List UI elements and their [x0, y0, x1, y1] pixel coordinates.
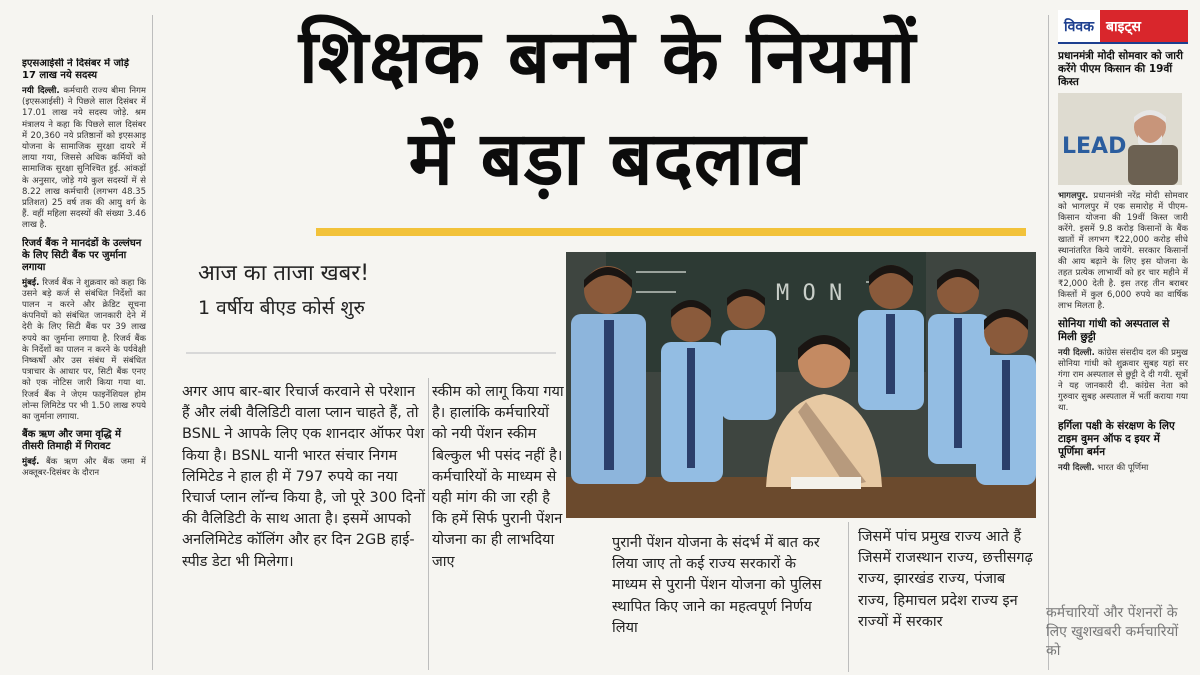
subheadline-line-2: 1 वर्षीय बीएड कोर्स शुरु [198, 297, 365, 319]
subhead-divider [186, 352, 556, 354]
dateline: भागलपुर. [1058, 191, 1089, 201]
right-news-column [1058, 10, 1188, 670]
article-column-3: पुरानी पेंशन योजना के संदर्भ में बात कर लिया जाए तो कई राज्य सरकारों के माध्यम से पुरानी पेंशन योजना को पुलिस स्थापित किए जाने का महत्वपूर्ण निर्णय लिया [612, 535, 822, 636]
left-news-column [22, 58, 146, 668]
pm-photo [1058, 93, 1182, 185]
blackboard-text: M O N [776, 281, 843, 306]
faded-overlay-text: कर्मचारियों और पेंशनरों के लिए खुशखबरी कर्मचारियों को [1046, 605, 1179, 659]
dateline: मुंबई. [22, 277, 40, 288]
story-text [22, 278, 146, 424]
column-divider [428, 378, 429, 670]
subheadline-line-1: आज का ताजा खबर! [198, 261, 370, 286]
story-headline: सोनिया गांधी को अस्पताल से मिली छुट्टी [1058, 318, 1170, 343]
column-divider [848, 522, 849, 672]
story-body: भारत की पूर्णिमा [1097, 463, 1149, 473]
story-text [1058, 348, 1188, 414]
dateline: मुंबई. [22, 457, 40, 468]
brand-part-2: बाइट्स [1100, 10, 1188, 42]
classroom-illustration [566, 252, 1036, 518]
story-body: कांग्रेस संसदीय दल की प्रमुख सोनिया गांधी को शुक्रवार सुबह यहां सर गंगा राम अस्पताल से छुट्टी दे दी गयी. सूत्रों ने यह जानकारी दी. कांग्रेस नेता को गुरुवार सुबह अस्पताल में भर्ती कराया गया था. [1058, 348, 1188, 413]
story-body: रिजर्व बैंक ने शुक्रवार को कहा कि उसने बड़े कर्ज से संबंधित निर्देशों का पालन न करने और क्रेडिट सूचना कंपनियों को संबंधित जानकारी देने में देरी के लिए सिटी बैंक पर 39 लाख रुपये का जुर्माना लगाया है. रिजर्व बैंक के निर्देशों का पालन न करने के पर्यवेक्षी निष्कर्षों और उस संबंध में संबंधित पत्राचार के आधार पर, सिटी बैंक एनए को एक नोटिस जारी किया गया था. रिजर्व बैंक ने जेएम फाइनेंशियल होम लोन्स लिमिटेड पर भी 1.50 लाख रुपये का जुर्माना लगाया. [22, 277, 146, 423]
article-column-2: स्कीम को लागू किया गया है। हालांकि कर्मचारियों को नयी पेंशन स्कीम बिल्कुल भी पसंद नहीं है। कर्मचारियों के माध्यम से यही मांग की जा रही है कि हमें सिर्फ पुरानी पेंशन योजना का ही लाभदिया जाए [432, 384, 564, 570]
article-column-4: जिसमें पांच प्रमुख राज्य आते हैं जिसमें राजस्थान राज्य, छत्तीसगढ़ राज्य, झारखंड राज्य, पंजाब राज्य, हिमाचल प्रदेश राज्य इन राज्यों में सरकार [858, 529, 1033, 630]
dateline: नयी दिल्ली. [1058, 463, 1095, 473]
story-headline: प्रधानमंत्री मोदी सोमवार को जारी करेंगे पीएम किसान की 19वीं किस्त [1058, 50, 1183, 88]
story-text [22, 457, 146, 479]
story-text [22, 86, 146, 232]
svg-text:LEAD: LEAD [1062, 134, 1127, 159]
story-headline: इएसआईसी ने दिसंबर में जोड़े 17 लाख नये सदस्य [22, 58, 129, 81]
classroom-photo [566, 252, 1036, 518]
story-headline: हर्गिला पक्षी के संरक्षण के लिए टाइम वुमन ऑफ द इयर में पूर्णिमा बर्मन [1058, 420, 1175, 458]
headline-line-2: में बड़ा बदलाव [408, 116, 807, 202]
story-text [1058, 463, 1188, 474]
story-headline: रिजर्व बैंक ने मानदंडों के उल्लंघन के लिए सिटी बैंक पर जुर्माना लगाया [22, 237, 142, 273]
story-body: प्रधानमंत्री नरेंद्र मोदी सोमवार को भागलपुर में एक समारोह में पीएम-किसान योजना की 19वीं किस्त जारी करेंगे. इसमें 9.8 करोड़ किसानों के बैंक खातों में लगभग ₹22,000 करोड़ सीधे स्थानांतरित किये जायेंगे. सरकार किसानों की आय बढ़ाने के लिए इस योजना के तहत प्रत्येक लाभार्थी को हर चार महीने में ₹2,000 देती है. इस तरह तीन बराबर किस्तों में कुल 6,000 रुपये का वार्षिक लाभ मिलता है. [1058, 191, 1188, 311]
main-headline [160, 6, 1055, 210]
brand-part-1: विवक [1058, 10, 1100, 42]
story-headline: बैंक ऋण और जमा वृद्धि में तीसरी तिमाही में गिरावट [22, 429, 121, 453]
column-divider [152, 15, 153, 670]
headline-line-1: शिक्षक बनने के नियमों [298, 14, 917, 100]
story-text [1058, 191, 1188, 312]
dateline: नयी दिल्ली. [22, 86, 60, 96]
story-body: कर्मचारी राज्य बीमा निगम (इएसआईसी) ने पिछले साल दिसंबर में 17.01 लाख नये सदस्य जोड़े. श्रम मंत्रालय ने कहा कि पिछले साल दिसंबर में 20,360 नये प्रतिष्ठानों को इएसआइ योजना के सामाजिक सुरक्षा दायरे में लाया गया, जिससे अधिक कर्मियों को सामाजिक सुरक्षा सुनिश्चित हुई. आंकड़ों के अनुसार, जोड़े गये कुल सदस्यों में से 8.22 लाख कर्मचारी (लगभग 48.35 प्रतिशत) 25 वर्ष तक की आयु वर्ग के हैं. वहीं महिला सदस्यों की संख्या 3.46 लाख है. [22, 86, 146, 231]
student-figure [976, 309, 1036, 485]
dateline: नयी दिल्ली. [1058, 348, 1095, 358]
article-column-1: अगर आप बार-बार रिचार्ज करवाने से परेशान हैं और लंबी वैलिडिटी वाला प्लान चाहते हैं, तो BSNL ने आपके लिए एक शानदार ऑफर पेश किया है। BSNL यानी भारत संचार निगम लिमिटेड ने हाल ही में 797 रुपये का नया रिचार्ज प्लान लॉन्च किया है, जो पूरे 300 दिनों की वैलिडिटी के साथ आता है। इसमें आपको अनलिमिटेड कॉलिंग और हर दिन 2GB हाई-स्पीड डेटा भी मिलेगा। [182, 384, 426, 570]
headline-underline [316, 228, 1026, 236]
story-body: बैंक ऋण और बैंक जमा में अक्तूबर-दिसंबर के दौरान [22, 457, 146, 479]
vivek-bytes-logo [1058, 10, 1188, 44]
subheadline [198, 258, 538, 322]
